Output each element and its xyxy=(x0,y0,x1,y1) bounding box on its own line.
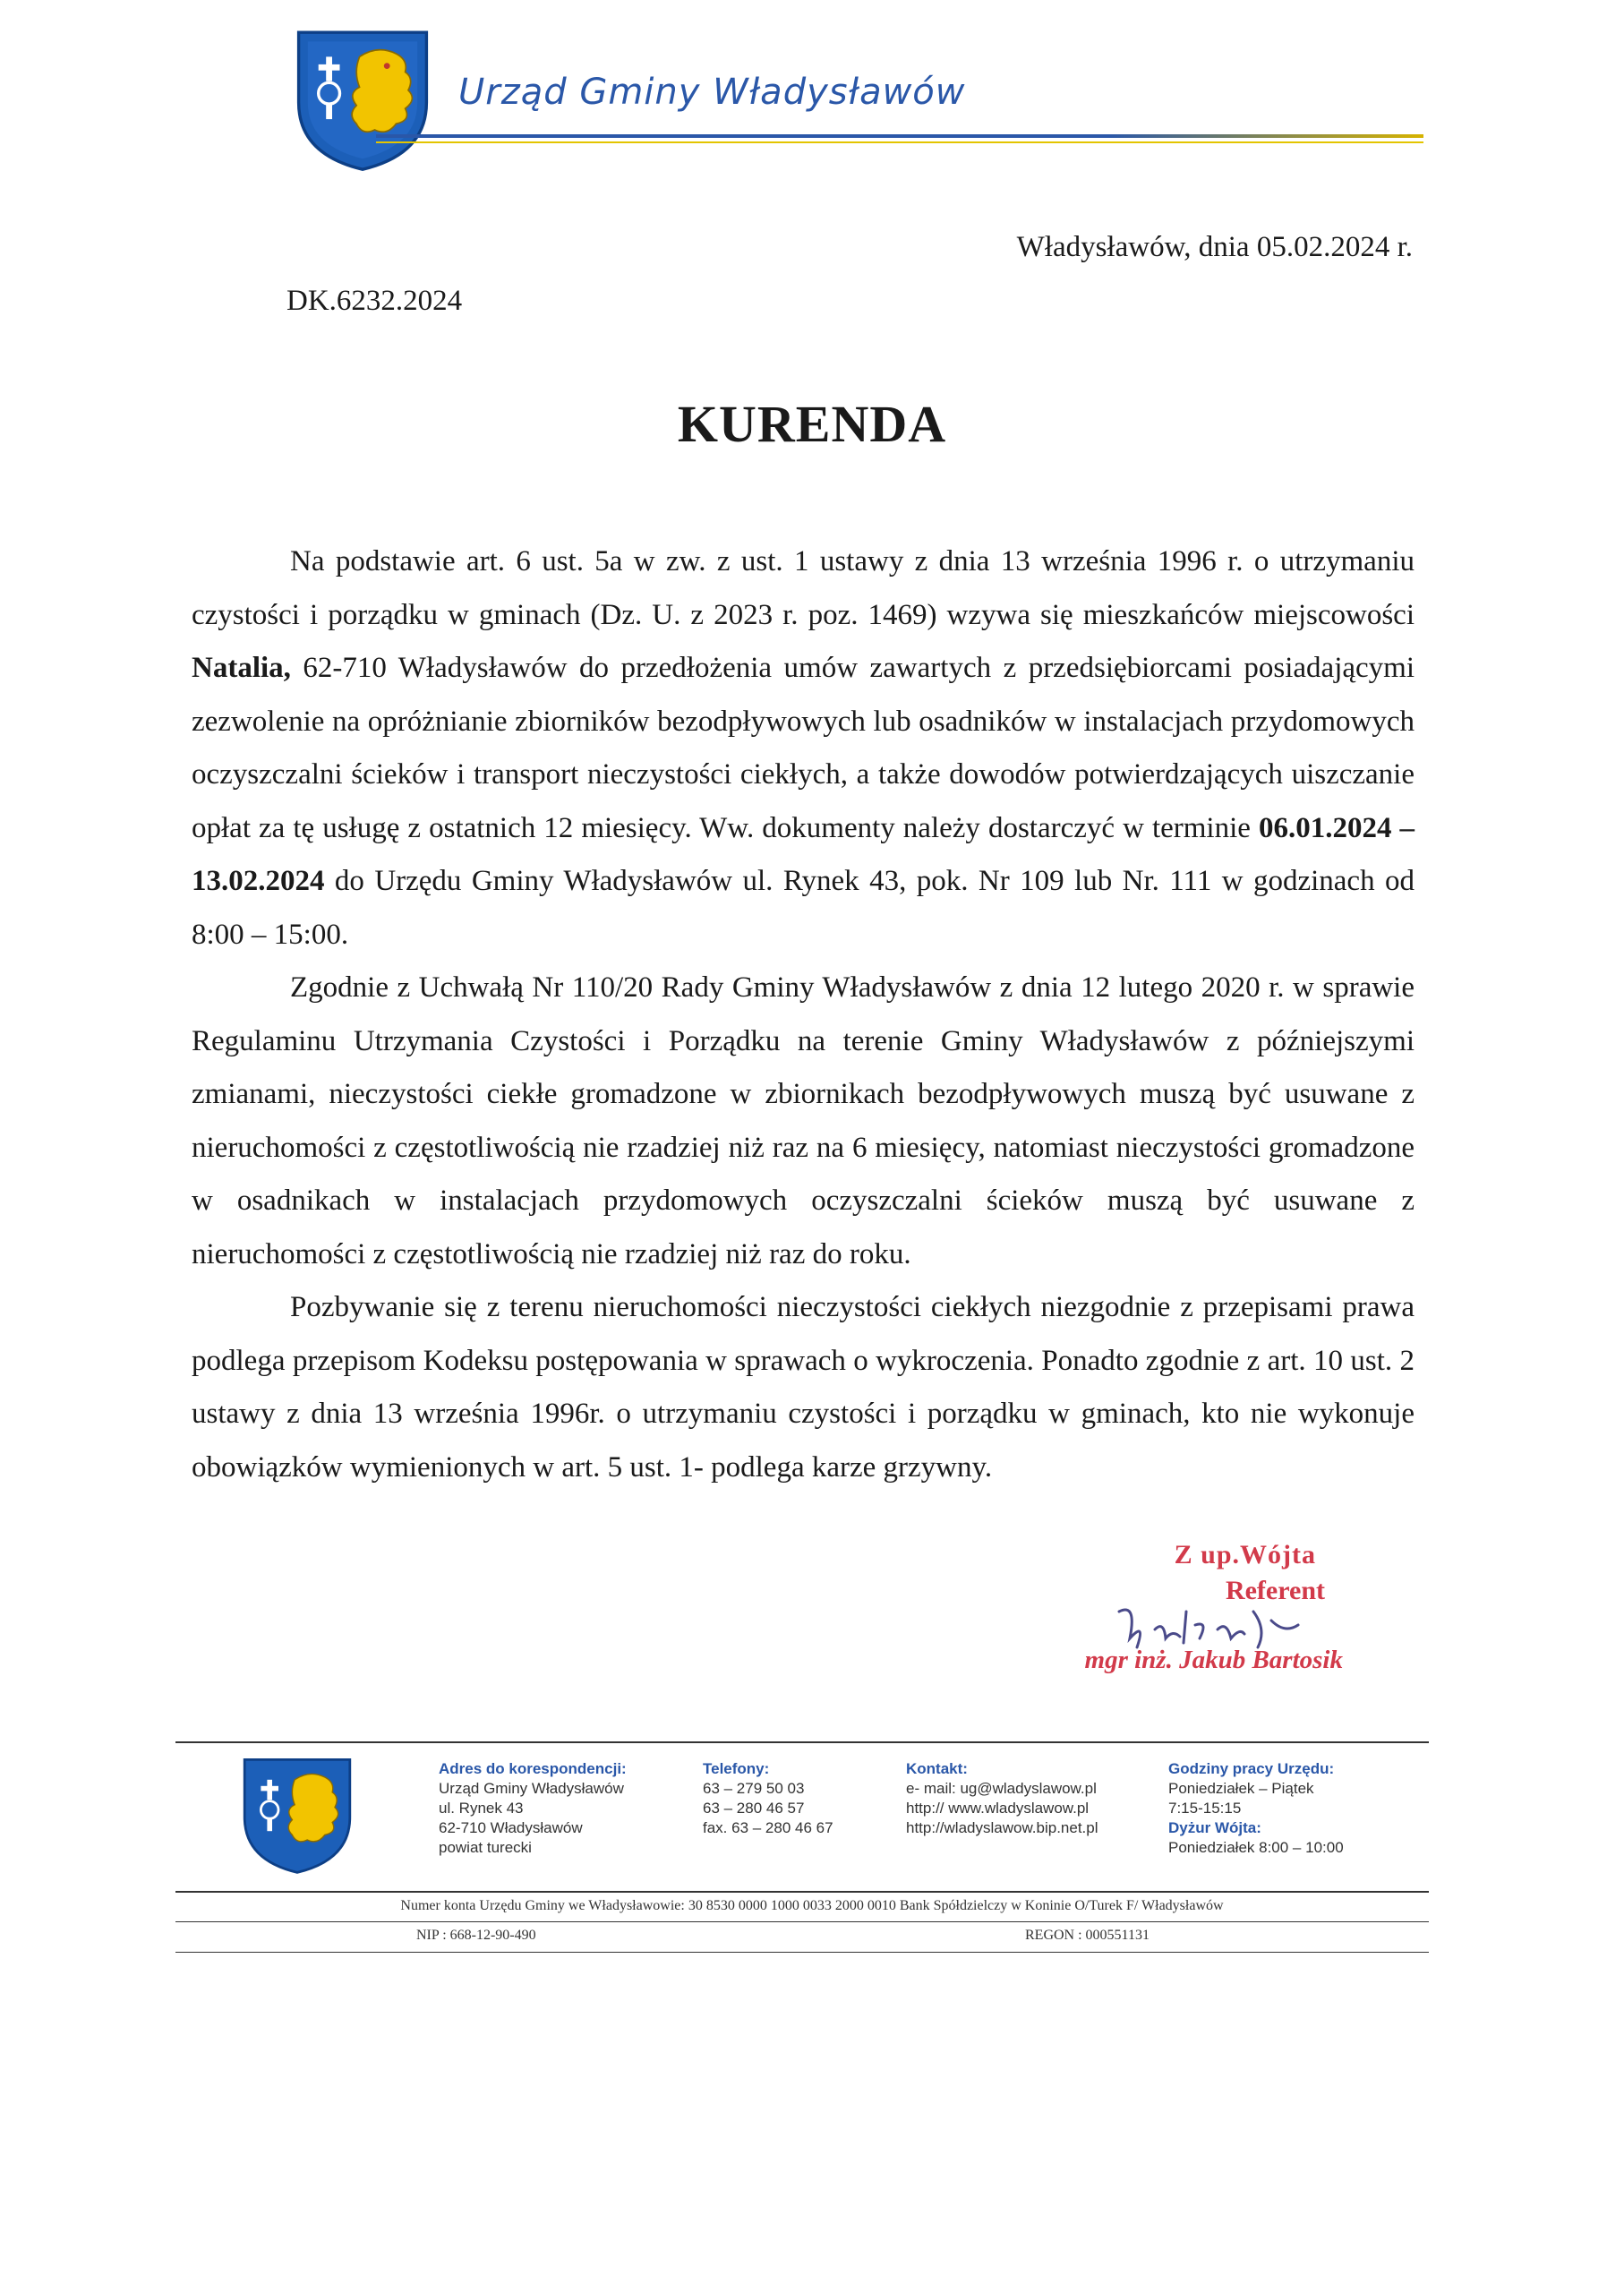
fax-line: fax. 63 – 280 46 67 xyxy=(703,1819,833,1836)
signatory-name: mgr inż. Jakub Bartosik xyxy=(1084,1646,1343,1674)
stamp-role: Referent xyxy=(1225,1576,1325,1605)
duty-heading: Dyżur Wójta: xyxy=(1168,1819,1261,1836)
paragraph-3: Pozbywanie się z terenu nieruchomości nieczystości ciekłych niezgodnie z przepisami prawa podlega przepisom Kodeksu postępowania w sprawach o wykroczenia. Ponadto zgodnie z art. 10 ust. 2 ustawy z dnia 13 września 1996r. o utrzymaniu czystości i porządku w gminach, kto nie wykonuje obowiązków wymienionych w art. 5 ust. 1- podlega karze grzywny. xyxy=(192,1291,1415,1484)
hours-heading: Godziny pracy Urzędu: xyxy=(1168,1760,1335,1777)
place-and-date: Władysławów, dnia 05.02.2024 r. xyxy=(1016,231,1413,263)
letter-body xyxy=(192,535,1415,1494)
p1-deadline-dates: 06.01.2024 – 13.02.2024 xyxy=(192,811,1415,897)
phone-line: 63 – 280 46 57 xyxy=(703,1800,805,1817)
website-line: http:// www.wladyslawow.pl xyxy=(906,1800,1090,1817)
address-line: 62-710 Władysławów xyxy=(439,1819,583,1836)
p1-text-b: 62-710 Władysławów do przedłożenia umów zawartych z przedsiębiorcami posiadającymi zezwolenie na opróżnianie zbiorników bezodpływowych lub osadników w instalacjach przydomowych oczyszczalni ścieków i transport nieczystości ciekłych, a także dowodów potwierdzających uiszczanie opłat za tę usługę z ostatnich 12 miesięcy. Ww. dokumenty należy dostarczyć w terminie xyxy=(192,652,1415,844)
address-line: Urząd Gminy Władysławów xyxy=(439,1780,624,1797)
address-heading: Adres do korespondencji: xyxy=(439,1760,627,1777)
address-line: powiat turecki xyxy=(439,1839,532,1856)
footer-coat-of-arms-logo xyxy=(235,1748,360,1882)
document-title: KURENDA xyxy=(677,395,947,453)
nip-number: NIP : 668-12-90-490 xyxy=(416,1928,536,1943)
municipal-coat-of-arms-logo xyxy=(286,23,439,175)
footer-hours xyxy=(1168,1759,1344,1858)
p1-text-c: do Urzędu Gminy Władysławów ul. Rynek 43, pok. Nr 109 lub Nr. 111 w godzinach od 8:00 – 15:00. xyxy=(192,865,1415,951)
footer-contact xyxy=(906,1759,1098,1838)
p1-place-name: Natalia, xyxy=(192,652,291,684)
phones-heading: Telefony: xyxy=(703,1760,770,1777)
bip-line: http://wladyslawow.bip.net.pl xyxy=(906,1819,1098,1836)
phone-line: 63 – 279 50 03 xyxy=(703,1780,805,1797)
header-divider xyxy=(376,134,1423,138)
address-line: ul. Rynek 43 xyxy=(439,1800,524,1817)
footer-address xyxy=(439,1759,627,1858)
stamp-authority: Z up.Wójta xyxy=(1174,1540,1316,1569)
reference-number: DK.6232.2024 xyxy=(286,285,463,317)
bank-account-note: Numer konta Urzędu Gminy we Władysławowie: 30 8530 0000 1000 0033 2000 0010 Bank Spółdzielczy w Koninie O/Turek F/ Władysławów xyxy=(400,1898,1224,1913)
regon-number: REGON : 000551131 xyxy=(1025,1928,1150,1943)
footer-phones xyxy=(703,1759,833,1838)
office-name-header: Urząd Gminy Władysławów xyxy=(458,72,966,113)
contact-heading: Kontakt: xyxy=(906,1760,968,1777)
email-line: e- mail: ug@wladyslawow.pl xyxy=(906,1780,1097,1797)
paragraph-2: Zgodnie z Uchwałą Nr 110/20 Rady Gminy Władysławów z dnia 12 lutego 2020 r. w sprawie Regulaminu Utrzymania Czystości i Porządku na terenie Gminy Władysławów z późniejszymi zmianami, nieczystości ciekłe gromadzone w zbiornikach bezodpływowych muszą być usuwane z nieruchomości z częstotliwością nie rzadziej niż raz na 6 miesięcy, natomiast nieczystości gromadzone w osadnikach w instalacjach przydomowych oczyszczalni ścieków muszą być usuwane z nieruchomości z częstotliwością nie rzadziej niż raz do roku. xyxy=(192,971,1415,1270)
hours-time: 7:15-15:15 xyxy=(1168,1800,1242,1817)
header-divider-gold xyxy=(376,141,1423,143)
footer-account-divider xyxy=(175,1921,1429,1922)
footer-mid-divider xyxy=(175,1891,1429,1893)
footer-top-divider xyxy=(175,1741,1429,1743)
footer-bottom-divider xyxy=(175,1952,1429,1953)
paragraph-1 xyxy=(192,535,1415,962)
duty-hours: Poniedziałek 8:00 – 10:00 xyxy=(1168,1839,1344,1856)
signature-stamp xyxy=(1056,1540,1379,1683)
hours-days: Poniedziałek – Piątek xyxy=(1168,1780,1314,1797)
p1-text-a: Na podstawie art. 6 ust. 5a w zw. z ust. 1 ustawy z dnia 13 września 1996 r. o utrzymaniu czystości i porządku w gminach (Dz. U. z 2023 r. poz. 1469) wzywa się mieszkańców miejscowości xyxy=(192,545,1415,631)
